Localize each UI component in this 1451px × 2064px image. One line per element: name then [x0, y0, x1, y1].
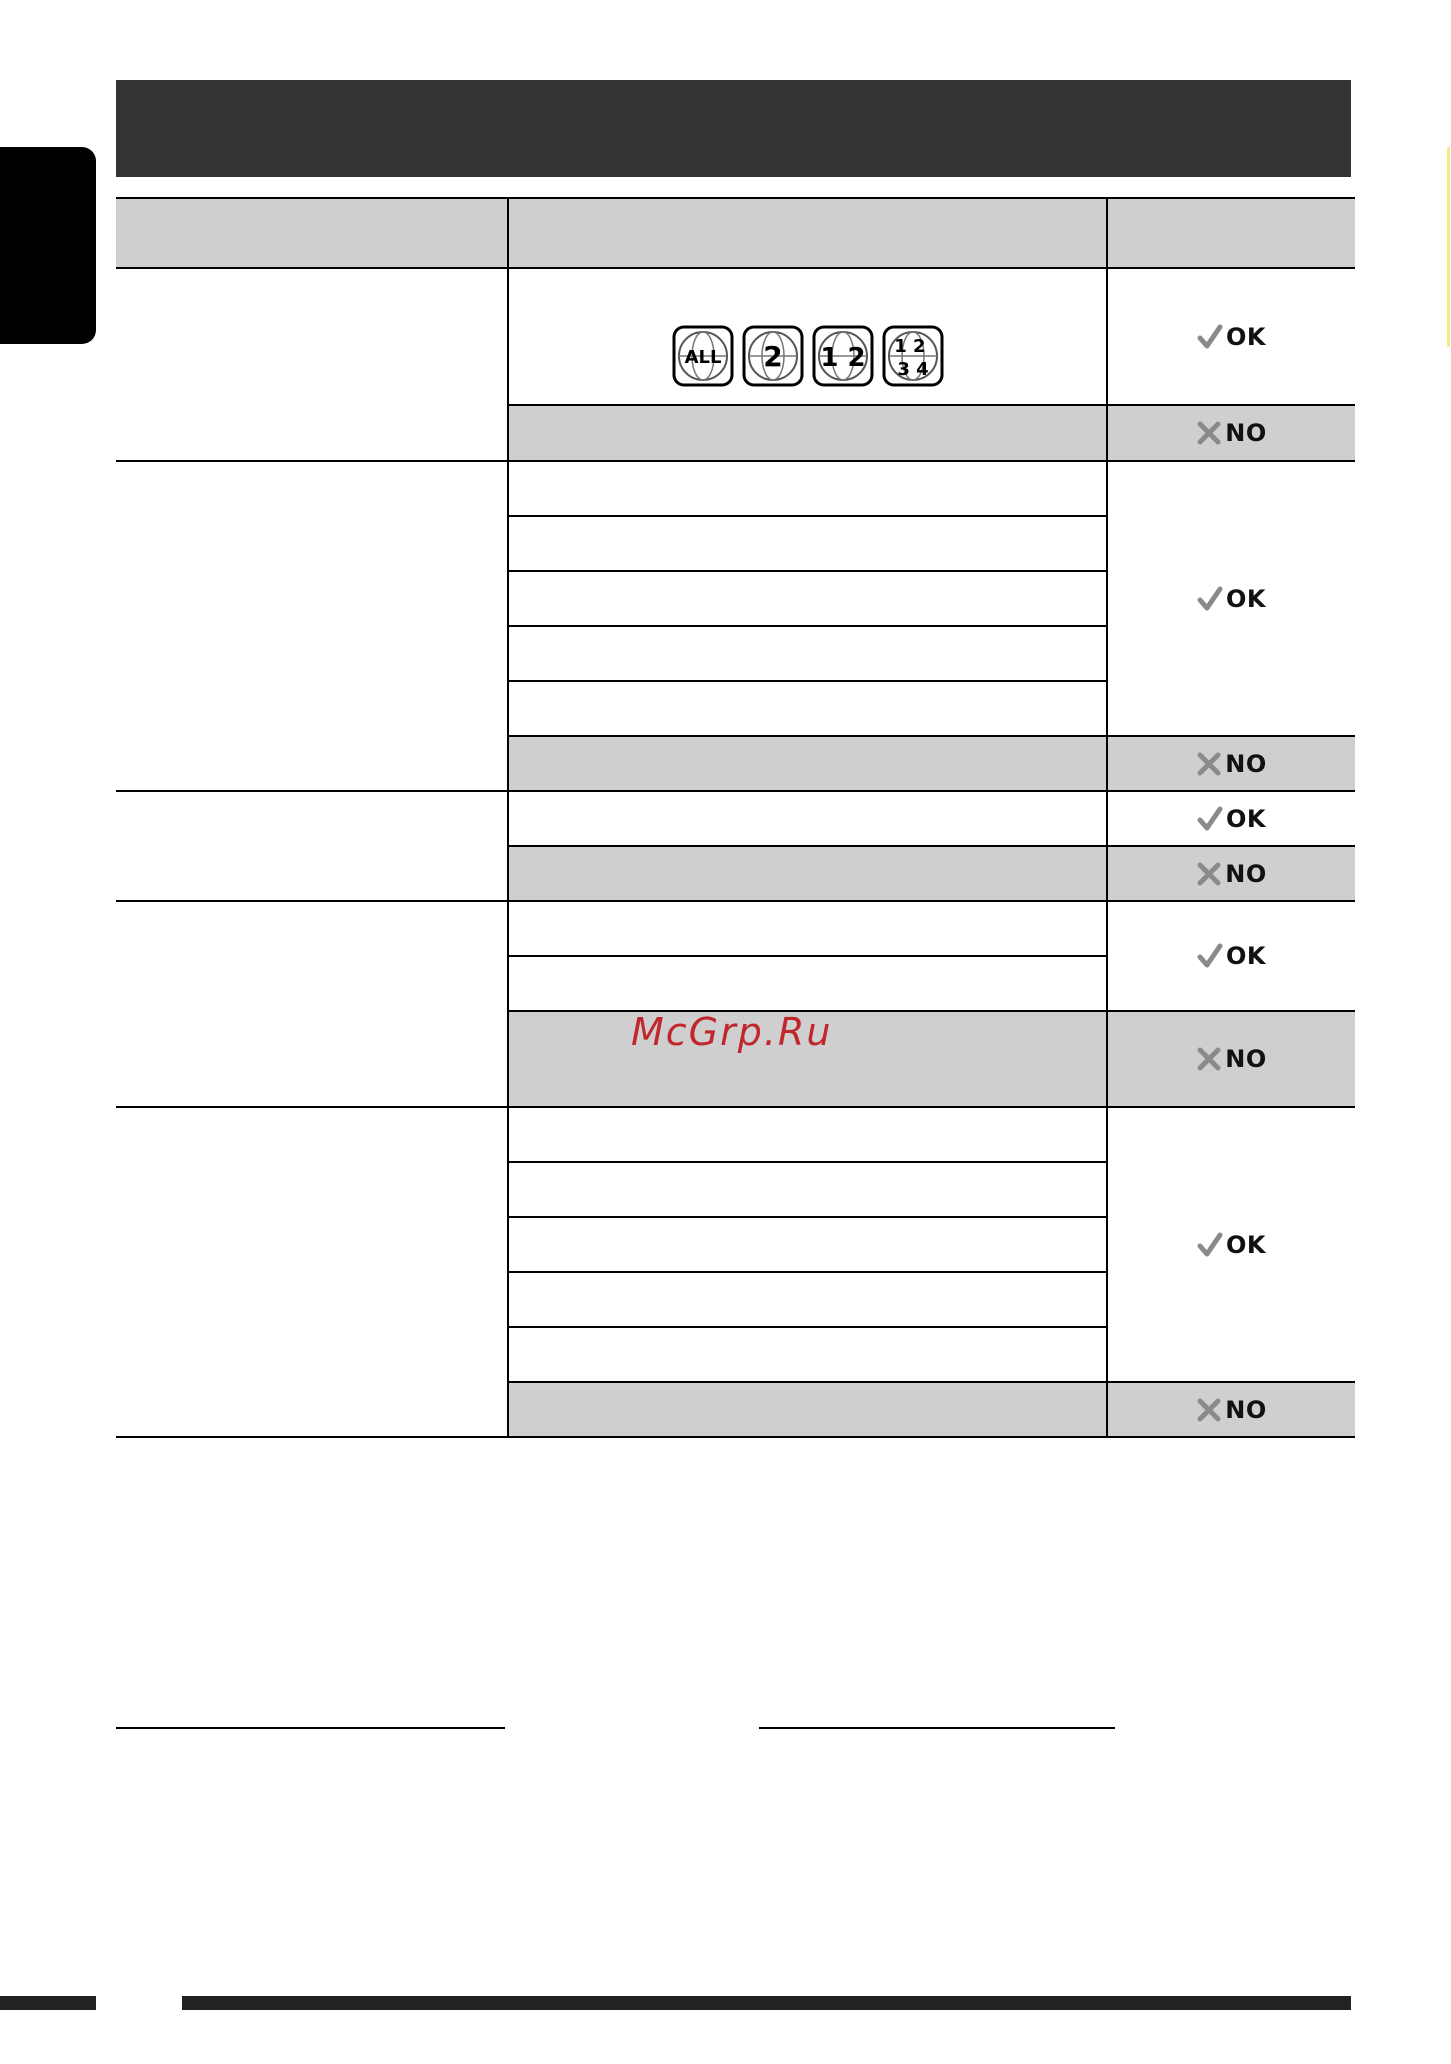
- status-cell-no: [1107, 1382, 1355, 1437]
- list-cell: [508, 1107, 1107, 1162]
- table-row: [116, 1107, 1355, 1162]
- check-icon: [1197, 806, 1223, 832]
- table-row: [116, 268, 1355, 405]
- no-label: NO: [1225, 859, 1267, 888]
- status-cell-no: [1107, 1011, 1355, 1107]
- list-cell: [508, 901, 1107, 956]
- grey-row-cell: [508, 846, 1107, 901]
- cross-icon: [1196, 861, 1222, 887]
- no-label: NO: [1225, 1045, 1267, 1073]
- check-icon: [1197, 943, 1223, 969]
- group-label-cell: [116, 1107, 508, 1437]
- footer-rule-right: [759, 1727, 1115, 1729]
- list-cell: [508, 571, 1107, 626]
- list-cell: [508, 461, 1107, 516]
- region-all-icon: [672, 325, 734, 387]
- region-label: 2: [762, 340, 783, 373]
- cross-icon: [1196, 1397, 1222, 1423]
- group-label-cell: [116, 901, 508, 1107]
- section-header-bar: [116, 80, 1351, 177]
- compatibility-table: [116, 197, 1355, 1438]
- bottom-bar-left: [0, 1996, 96, 2010]
- list-cell: [508, 681, 1107, 736]
- status-cell-no: [1107, 846, 1355, 901]
- status-cell-no: [1107, 405, 1355, 461]
- ok-status: [1108, 942, 1355, 970]
- list-cell: [508, 1272, 1107, 1327]
- ok-status: [1108, 323, 1355, 351]
- check-icon: [1197, 1232, 1223, 1258]
- status-cell-ok: [1107, 791, 1355, 846]
- column-header: [116, 198, 508, 268]
- table-row: [116, 791, 1355, 846]
- list-cell: [508, 791, 1107, 846]
- watermark: McGrp.Ru: [631, 1010, 833, 1054]
- region-label: ALL: [684, 347, 721, 368]
- cross-icon: [1196, 1046, 1222, 1072]
- status-cell-ok: [1107, 1107, 1355, 1382]
- side-tab: [0, 147, 96, 344]
- bottom-bar-right: [182, 1996, 1351, 2010]
- region-label: 1 2: [893, 336, 926, 357]
- grey-row-cell: [508, 1382, 1107, 1437]
- grey-row-cell: [508, 405, 1107, 461]
- status-cell-ok: [1107, 901, 1355, 1011]
- check-icon: [1197, 586, 1223, 612]
- page-edge-mark: [1447, 147, 1450, 347]
- ok-status: [1108, 1231, 1355, 1259]
- list-cell: [508, 1217, 1107, 1272]
- status-cell-ok: [1107, 461, 1355, 736]
- list-cell: [508, 516, 1107, 571]
- table-header-row: [116, 198, 1355, 268]
- region-2-icon: [742, 325, 804, 387]
- status-cell-ok: [1107, 268, 1355, 405]
- group-label-cell: [116, 461, 508, 791]
- list-cell: [508, 626, 1107, 681]
- no-status: [1108, 860, 1355, 888]
- no-label: NO: [1225, 419, 1267, 447]
- no-status: [1108, 1396, 1355, 1424]
- region-1-2-3-4-icon: [882, 325, 944, 387]
- no-status: [1108, 419, 1355, 447]
- status-cell-no: [1107, 736, 1355, 791]
- group-label-cell: [116, 791, 508, 901]
- column-header: [508, 198, 1107, 268]
- no-status: [1108, 1045, 1355, 1073]
- list-cell: [508, 1162, 1107, 1217]
- check-icon: [1197, 324, 1223, 350]
- footer-rule-left: [116, 1727, 505, 1729]
- cross-icon: [1196, 751, 1222, 777]
- cross-icon: [1196, 420, 1222, 446]
- list-cell: [508, 1327, 1107, 1382]
- no-label: NO: [1225, 749, 1267, 778]
- region-icons: [509, 269, 1106, 387]
- region-codes-cell: [508, 268, 1107, 405]
- table-row: [116, 461, 1355, 516]
- no-label: NO: [1225, 1395, 1267, 1424]
- list-cell: [508, 956, 1107, 1011]
- ok-label: OK: [1226, 804, 1266, 833]
- ok-label: OK: [1226, 1230, 1266, 1259]
- svg-text:1 2 3 4: 1 2 3 4: [893, 336, 929, 380]
- ok-label: OK: [1226, 584, 1266, 613]
- column-header: [1107, 198, 1355, 268]
- grey-row-cell: [508, 736, 1107, 791]
- group-label-cell: [116, 268, 508, 461]
- ok-label: OK: [1226, 942, 1266, 970]
- region-1-2-icon: [812, 325, 874, 387]
- region-label: 1 2: [819, 343, 866, 373]
- table-row: [116, 901, 1355, 956]
- ok-status: [1108, 805, 1355, 833]
- ok-label: OK: [1226, 322, 1266, 351]
- no-status: [1108, 750, 1355, 778]
- ok-status: [1108, 585, 1355, 613]
